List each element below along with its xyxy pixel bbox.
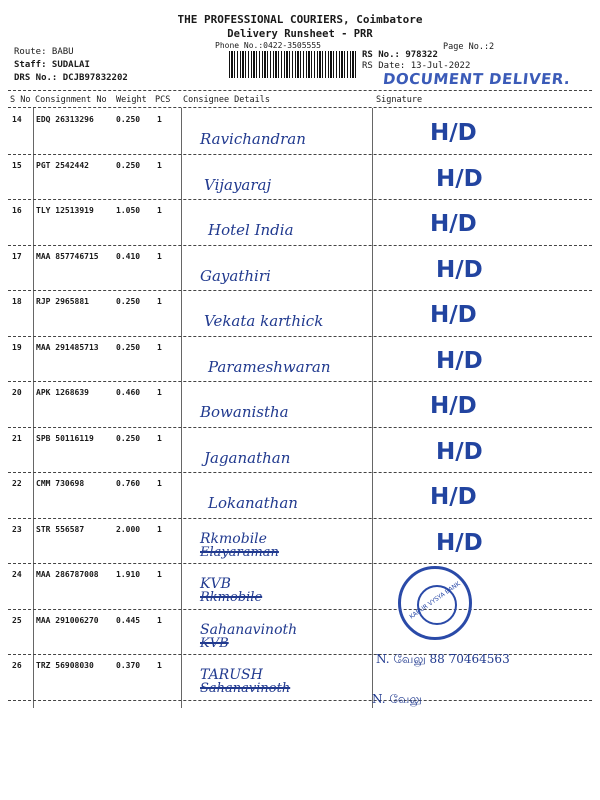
col-consignment: Consignment No (35, 95, 107, 105)
row-signature: H/D (430, 393, 477, 419)
row-weight: 1.910 (116, 570, 141, 579)
row-signature: H/D (430, 302, 477, 328)
row-consignment-no: TLY 12513919 (36, 206, 94, 215)
row-signature: H/D (430, 211, 477, 237)
row-signature: H/D (436, 529, 483, 556)
row-consignment-no: MAA 291485713 (36, 342, 99, 352)
row-weight: 2.000 (116, 524, 141, 534)
col-pcs: PCS (155, 95, 171, 105)
document-title: THE PROFESSIONAL COURIERS, Coimbatore (177, 13, 423, 26)
row-signature: H/D (430, 484, 477, 510)
row-consignment-no: MAA 291006270 (36, 615, 99, 625)
row-sno: 21 (12, 433, 22, 443)
row-weight: 0.250 (116, 342, 141, 352)
row-sno: 23 (12, 524, 22, 534)
row-divider (8, 427, 592, 428)
header-bottom-rule (8, 107, 592, 108)
rs-number: RS No.: 978322 (362, 50, 438, 60)
row-pcs: 1 (157, 251, 162, 261)
row-divider (8, 609, 592, 610)
row-divider (8, 154, 592, 155)
row-pcs: 1 (157, 297, 162, 306)
row-divider (8, 518, 592, 519)
row-consignment-no: MAA 286787008 (36, 570, 99, 579)
row-consignment-no: EDQ 26313296 (36, 115, 94, 124)
drs-number: DRS No.: DCJB97832202 (14, 73, 128, 83)
col-separator (33, 108, 34, 708)
col-separator (181, 108, 182, 708)
rs-date: RS Date: 13-Jul-2022 (362, 61, 471, 71)
row-divider (8, 336, 592, 337)
row-weight: 0.250 (116, 297, 141, 306)
row-consignee-name: Jaganathan (204, 448, 291, 467)
row-sno: 26 (12, 661, 22, 670)
row-consignee-name: Gayathiri (200, 266, 271, 285)
row-weight: 0.410 (116, 251, 141, 261)
row-consignee-name: Lokanathan (208, 494, 298, 512)
col-consignee-details: Consignee Details (183, 95, 270, 105)
row-pcs: 1 (157, 342, 162, 352)
row-consignment-no: CMM 730698 (36, 479, 85, 488)
header-top-rule (8, 90, 592, 91)
row-pcs: 1 (157, 206, 162, 215)
row-pcs: 1 (157, 115, 162, 124)
row-weight: 1.050 (116, 206, 141, 215)
row-divider (8, 700, 592, 701)
row-consignee-name: Ravichandran (200, 130, 306, 148)
row-divider (8, 381, 592, 382)
row-divider (8, 290, 592, 291)
row-consignee-name: TARUSH (200, 667, 263, 683)
row-pcs: 1 (157, 433, 162, 443)
row-consignment-no: STR 556587 (36, 524, 85, 534)
row-consignment-no: TRZ 56908030 (36, 661, 94, 670)
row-sno: 15 (12, 160, 22, 170)
row-sno: 25 (12, 615, 22, 625)
row-signature: H/D (436, 165, 483, 192)
col-signature: Signature (376, 95, 423, 105)
row-sno: 16 (12, 206, 22, 215)
row-consignee-name: Bowanistha (200, 403, 289, 421)
row-signature: H/D (436, 438, 483, 465)
row-consignment-no: APK 1268639 (36, 388, 89, 397)
row-consignment-no: RJP 2965881 (36, 297, 89, 306)
row-consignee-name: Hotel India (208, 221, 294, 239)
row-divider (8, 199, 592, 200)
row-sno: 18 (12, 297, 22, 306)
row-divider (8, 563, 592, 564)
row-consignee-struck: KVB (200, 635, 229, 651)
row-consignee-struck: Rkmobile (200, 590, 263, 605)
row-signature: H/D (430, 120, 477, 146)
row-pcs: 1 (157, 661, 162, 670)
route-label: Route: BABU (14, 47, 74, 57)
row-pcs: 1 (157, 388, 162, 397)
row-weight: 0.250 (116, 115, 141, 124)
row-weight: 0.445 (116, 615, 141, 625)
row-pcs: 1 (157, 524, 162, 534)
col-separator (372, 108, 373, 708)
row-pcs: 1 (157, 479, 162, 488)
document-subtitle: Delivery Runsheet - PRR (227, 28, 373, 40)
row-consignee-name: KVB (200, 576, 231, 592)
row-signature: H/D (436, 256, 483, 283)
row-consignee-struck: Elayaraman (200, 544, 279, 560)
row-divider (8, 245, 592, 246)
row-consignment-no: SPB 50116119 (36, 433, 94, 443)
col-sno: S No (10, 95, 31, 105)
row-signature: H/D (436, 347, 483, 374)
staff-label: Staff: SUDALAI (14, 60, 90, 70)
row-consignee-name: Vijayaraj (204, 175, 272, 194)
row-consignment-no: MAA 857746715 (36, 251, 99, 261)
row-consignment-no: PGT 2542442 (36, 160, 89, 170)
row25-extra-signature: N. வேலு 88 70464563 (376, 652, 510, 666)
row-sno: 24 (12, 570, 22, 579)
row-weight: 0.250 (116, 160, 141, 170)
row-consignee-struck: Sahanavinoth (200, 681, 291, 696)
row-weight: 0.250 (116, 433, 141, 443)
row-weight: 0.460 (116, 388, 141, 397)
row-consignee-name: Vekata karthick (204, 312, 324, 330)
row-pcs: 1 (157, 160, 162, 170)
row-weight: 0.760 (116, 479, 141, 488)
row-sno: 17 (12, 251, 22, 261)
row-consignee-name: Rkmobile (200, 530, 267, 547)
row-sno: 19 (12, 342, 22, 352)
phone-number: Phone No.:0422-3505555 (215, 41, 321, 50)
row-sno: 14 (12, 115, 22, 124)
bank-seal-stamp: KARUR VYSYA BANK (398, 566, 472, 640)
document-delivered-stamp: DOCUMENT DELIVER. (382, 70, 572, 88)
barcode-icon (229, 51, 357, 78)
row-divider (8, 472, 592, 473)
row-consignee-name: Parameshwaran (208, 357, 331, 376)
row-pcs: 1 (157, 615, 162, 625)
row-sno: 22 (12, 479, 22, 488)
row26-extra-signature: N. வேலு (372, 692, 422, 706)
row-pcs: 1 (157, 570, 162, 579)
col-weight: Weight (116, 95, 147, 105)
row-consignee-name: Sahanavinoth (200, 621, 298, 638)
row-sno: 20 (12, 388, 22, 397)
page-number: Page No.:2 (443, 42, 495, 52)
row-weight: 0.370 (116, 661, 141, 670)
